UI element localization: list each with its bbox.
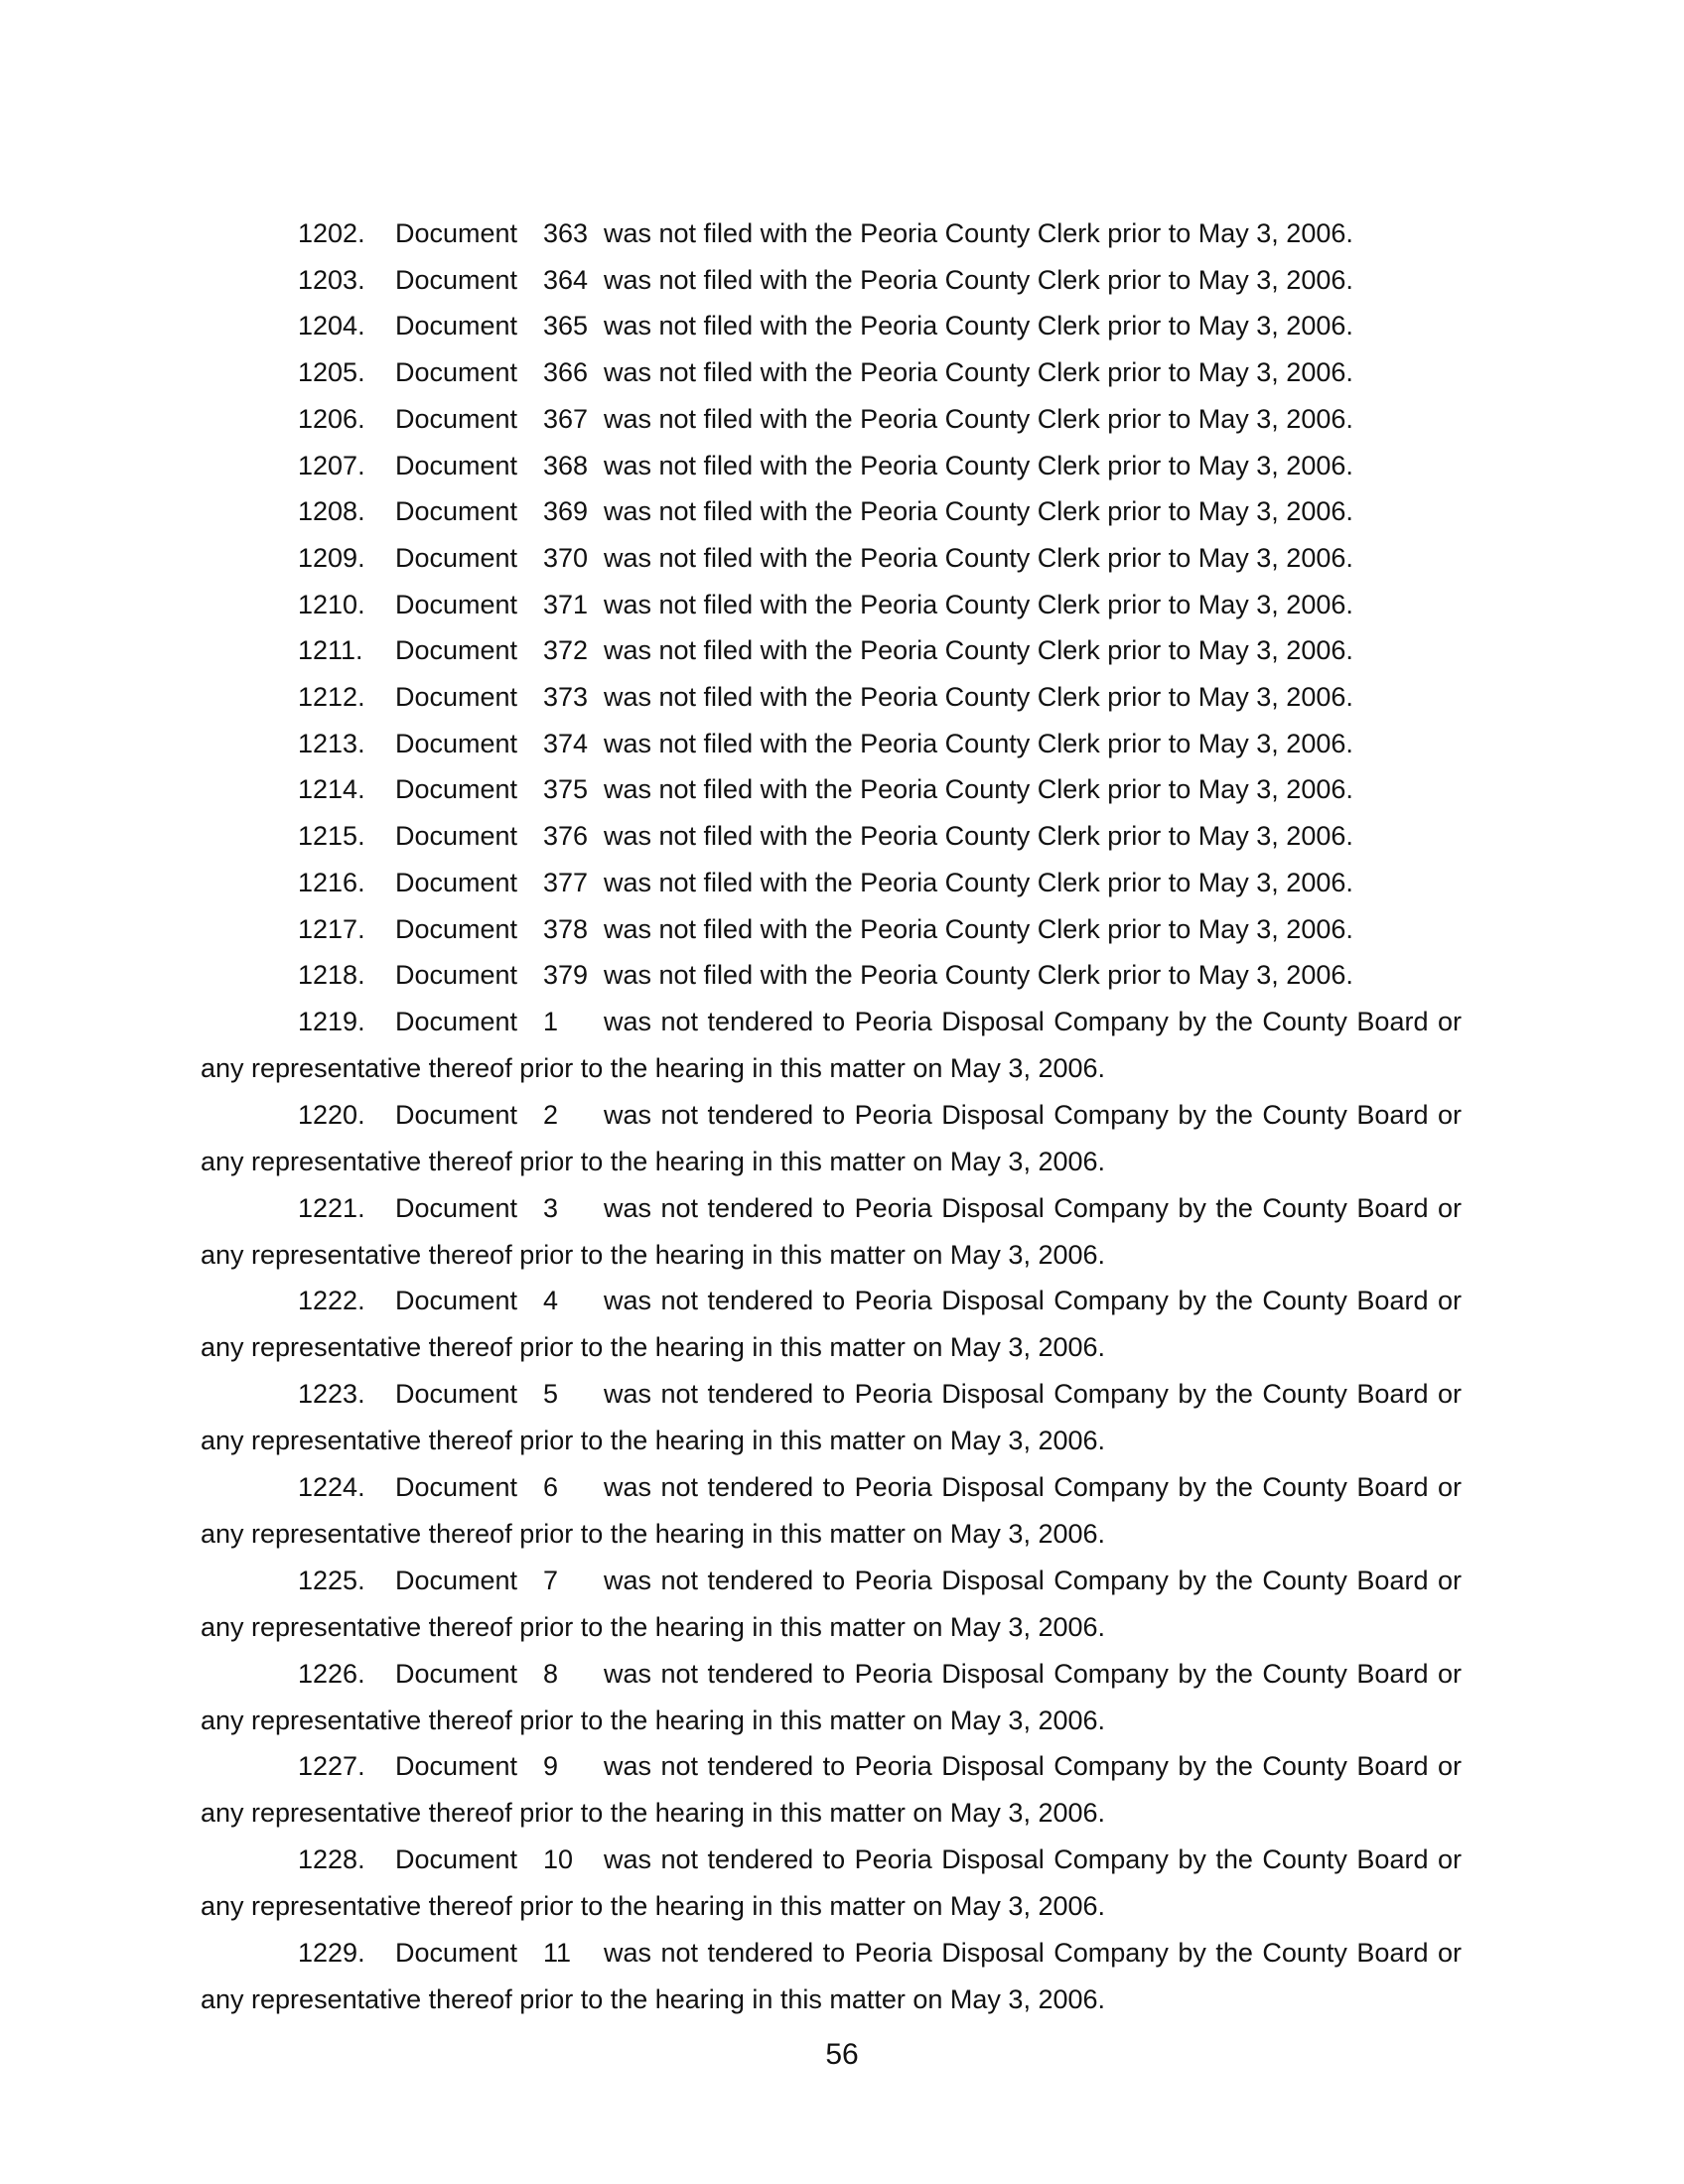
document-number: 367 — [543, 403, 589, 434]
document-number: 364 — [543, 264, 589, 295]
document-label: Document — [395, 218, 518, 248]
paragraph-number: 1223. — [298, 1379, 365, 1410]
document-number: 5 — [543, 1379, 559, 1410]
paragraph-text: was not filed with the Peoria County Clerk prior to May 3, 2006. — [604, 774, 1353, 805]
document-number: 10 — [543, 1844, 574, 1875]
paragraph-number: 1211. — [298, 635, 363, 666]
paragraph-continuation: any representative thereof prior to the hearing in this matter on May 3, 2006. — [201, 1705, 1106, 1735]
document-number: 6 — [543, 1472, 559, 1502]
paragraph-text: was not tendered to Peoria Disposal Company by the County Board or — [604, 1565, 1462, 1595]
document-number: 11 — [543, 1938, 572, 1968]
paragraph-number: 1206. — [298, 403, 365, 434]
document-label: Document — [395, 403, 518, 434]
paragraph-text: was not filed with the Peoria County Clerk prior to May 3, 2006. — [604, 450, 1353, 480]
paragraph-number: 1228. — [298, 1844, 365, 1875]
document-label: Document — [395, 1938, 518, 1968]
paragraph-text: was not filed with the Peoria County Clerk prior to May 3, 2006. — [604, 635, 1353, 666]
paragraph-number: 1216. — [298, 867, 365, 897]
document-number: 3 — [543, 1192, 559, 1223]
paragraph-text: was not filed with the Peoria County Clerk prior to May 3, 2006. — [604, 357, 1353, 388]
paragraph-text: was not tendered to Peoria Disposal Company by the County Board or — [604, 1379, 1462, 1410]
paragraph-continuation: any representative thereof prior to the hearing in this matter on May 3, 2006. — [201, 1239, 1106, 1270]
paragraph-number: 1219. — [298, 1007, 365, 1036]
paragraph-number: 1205. — [298, 357, 365, 388]
document-label: Document — [395, 496, 518, 527]
paragraph-number: 1224. — [298, 1472, 365, 1502]
paragraph-text: was not filed with the Peoria County Clerk prior to May 3, 2006. — [604, 728, 1353, 758]
paragraph-text: was not tendered to Peoria Disposal Company by the County Board or — [604, 1192, 1462, 1223]
paragraph-text: was not tendered to Peoria Disposal Company by the County Board or — [604, 1007, 1462, 1036]
paragraph-number: 1203. — [298, 264, 365, 295]
document-number: 365 — [543, 311, 589, 341]
paragraph-number: 1209. — [298, 542, 365, 573]
document-label: Document — [395, 913, 518, 944]
document-label: Document — [395, 1286, 518, 1316]
paragraph-number: 1207. — [298, 450, 365, 480]
paragraph-number: 1204. — [298, 311, 365, 341]
paragraph-text: was not filed with the Peoria County Clerk prior to May 3, 2006. — [604, 682, 1353, 712]
document-number: 370 — [543, 542, 589, 573]
paragraph-number: 1202. — [298, 218, 365, 248]
paragraph-continuation: any representative thereof prior to the hearing in this matter on May 3, 2006. — [201, 1984, 1106, 2014]
document-label: Document — [395, 774, 518, 805]
paragraph-number: 1227. — [298, 1751, 365, 1782]
document-label: Document — [395, 821, 518, 852]
paragraph-text: was not filed with the Peoria County Clerk prior to May 3, 2006. — [604, 403, 1353, 434]
document-label: Document — [395, 867, 518, 897]
document-number: 375 — [543, 774, 589, 805]
document-label: Document — [395, 589, 518, 619]
document-label: Document — [395, 357, 518, 388]
paragraph-number: 1225. — [298, 1565, 365, 1595]
document-label: Document — [395, 1658, 518, 1689]
document-label: Document — [395, 542, 518, 573]
document-label: Document — [395, 1007, 518, 1036]
paragraph-continuation: any representative thereof prior to the hearing in this matter on May 3, 2006. — [201, 1891, 1106, 1922]
document-label: Document — [395, 1844, 518, 1875]
paragraph-number: 1229. — [298, 1938, 365, 1968]
document-number: 366 — [543, 357, 589, 388]
paragraph-continuation: any representative thereof prior to the hearing in this matter on May 3, 2006. — [201, 1611, 1106, 1642]
document-number: 374 — [543, 728, 589, 758]
paragraph-text: was not filed with the Peoria County Clerk prior to May 3, 2006. — [604, 589, 1353, 619]
document-number: 4 — [543, 1286, 559, 1316]
document-number: 378 — [543, 913, 589, 944]
paragraph-text: was not tendered to Peoria Disposal Company by the County Board or — [604, 1286, 1462, 1316]
document-label: Document — [395, 635, 518, 666]
document-number: 373 — [543, 682, 589, 712]
document-label: Document — [395, 682, 518, 712]
paragraph-number: 1222. — [298, 1286, 365, 1316]
paragraph-text: was not filed with the Peoria County Clerk prior to May 3, 2006. — [604, 913, 1353, 944]
paragraph-number: 1214. — [298, 774, 365, 805]
paragraph-text: was not filed with the Peoria County Clerk prior to May 3, 2006. — [604, 960, 1353, 991]
paragraph-text: was not tendered to Peoria Disposal Company by the County Board or — [604, 1658, 1462, 1689]
document-label: Document — [395, 1192, 518, 1223]
paragraph-text: was not filed with the Peoria County Clerk prior to May 3, 2006. — [604, 218, 1353, 248]
document-label: Document — [395, 264, 518, 295]
document-number: 376 — [543, 821, 589, 852]
document-number: 9 — [543, 1751, 559, 1782]
paragraph-number: 1215. — [298, 821, 365, 852]
document-label: Document — [395, 728, 518, 758]
paragraph-text: was not filed with the Peoria County Clerk prior to May 3, 2006. — [604, 821, 1353, 852]
paragraph-continuation: any representative thereof prior to the hearing in this matter on May 3, 2006. — [201, 1426, 1106, 1456]
paragraph-continuation: any representative thereof prior to the hearing in this matter on May 3, 2006. — [201, 1519, 1106, 1549]
document-number: 369 — [543, 496, 589, 527]
document-label: Document — [395, 311, 518, 341]
paragraph-continuation: any representative thereof prior to the hearing in this matter on May 3, 2006. — [201, 1053, 1106, 1083]
paragraph-text: was not tendered to Peoria Disposal Company by the County Board or — [604, 1099, 1462, 1130]
paragraph-number: 1208. — [298, 496, 365, 527]
document-label: Document — [395, 1751, 518, 1782]
paragraph-continuation: any representative thereof prior to the hearing in this matter on May 3, 2006. — [201, 1798, 1106, 1829]
paragraph-text: was not filed with the Peoria County Clerk prior to May 3, 2006. — [604, 264, 1353, 295]
paragraph-number: 1218. — [298, 960, 365, 991]
document-number: 363 — [543, 218, 589, 248]
document-number: 2 — [543, 1099, 559, 1130]
paragraph-number: 1213. — [298, 728, 365, 758]
document-label: Document — [395, 450, 518, 480]
document-number: 377 — [543, 867, 589, 897]
document-label: Document — [395, 1379, 518, 1410]
paragraph-number: 1212. — [298, 682, 365, 712]
document-label: Document — [395, 1565, 518, 1595]
page-number: 56 — [825, 2038, 859, 2071]
paragraph-text: was not filed with the Peoria County Clerk prior to May 3, 2006. — [604, 311, 1353, 341]
paragraph-continuation: any representative thereof prior to the hearing in this matter on May 3, 2006. — [201, 1332, 1106, 1363]
paragraph-continuation: any representative thereof prior to the hearing in this matter on May 3, 2006. — [201, 1146, 1106, 1176]
paragraph-number: 1221. — [298, 1192, 365, 1223]
paragraph-text: was not filed with the Peoria County Clerk prior to May 3, 2006. — [604, 867, 1353, 897]
paragraph-text: was not tendered to Peoria Disposal Company by the County Board or — [604, 1844, 1462, 1875]
document-number: 371 — [543, 589, 589, 619]
paragraph-text: was not filed with the Peoria County Clerk prior to May 3, 2006. — [604, 542, 1353, 573]
document-number: 1 — [543, 1007, 559, 1036]
paragraph-number: 1220. — [298, 1099, 365, 1130]
document-label: Document — [395, 960, 518, 991]
paragraph-text: was not tendered to Peoria Disposal Company by the County Board or — [604, 1472, 1462, 1502]
paragraph-number: 1210. — [298, 589, 365, 619]
document-number: 372 — [543, 635, 589, 666]
document-number: 368 — [543, 450, 589, 480]
paragraph-text: was not tendered to Peoria Disposal Company by the County Board or — [604, 1751, 1462, 1782]
document-number: 379 — [543, 960, 589, 991]
paragraph-number: 1226. — [298, 1658, 365, 1689]
paragraph-text: was not filed with the Peoria County Clerk prior to May 3, 2006. — [604, 496, 1353, 527]
paragraph-number: 1217. — [298, 913, 365, 944]
document-label: Document — [395, 1099, 518, 1130]
document-number: 7 — [543, 1565, 559, 1595]
paragraph-text: was not tendered to Peoria Disposal Company by the County Board or — [604, 1938, 1462, 1968]
document-label: Document — [395, 1472, 518, 1502]
document-number: 8 — [543, 1658, 559, 1689]
